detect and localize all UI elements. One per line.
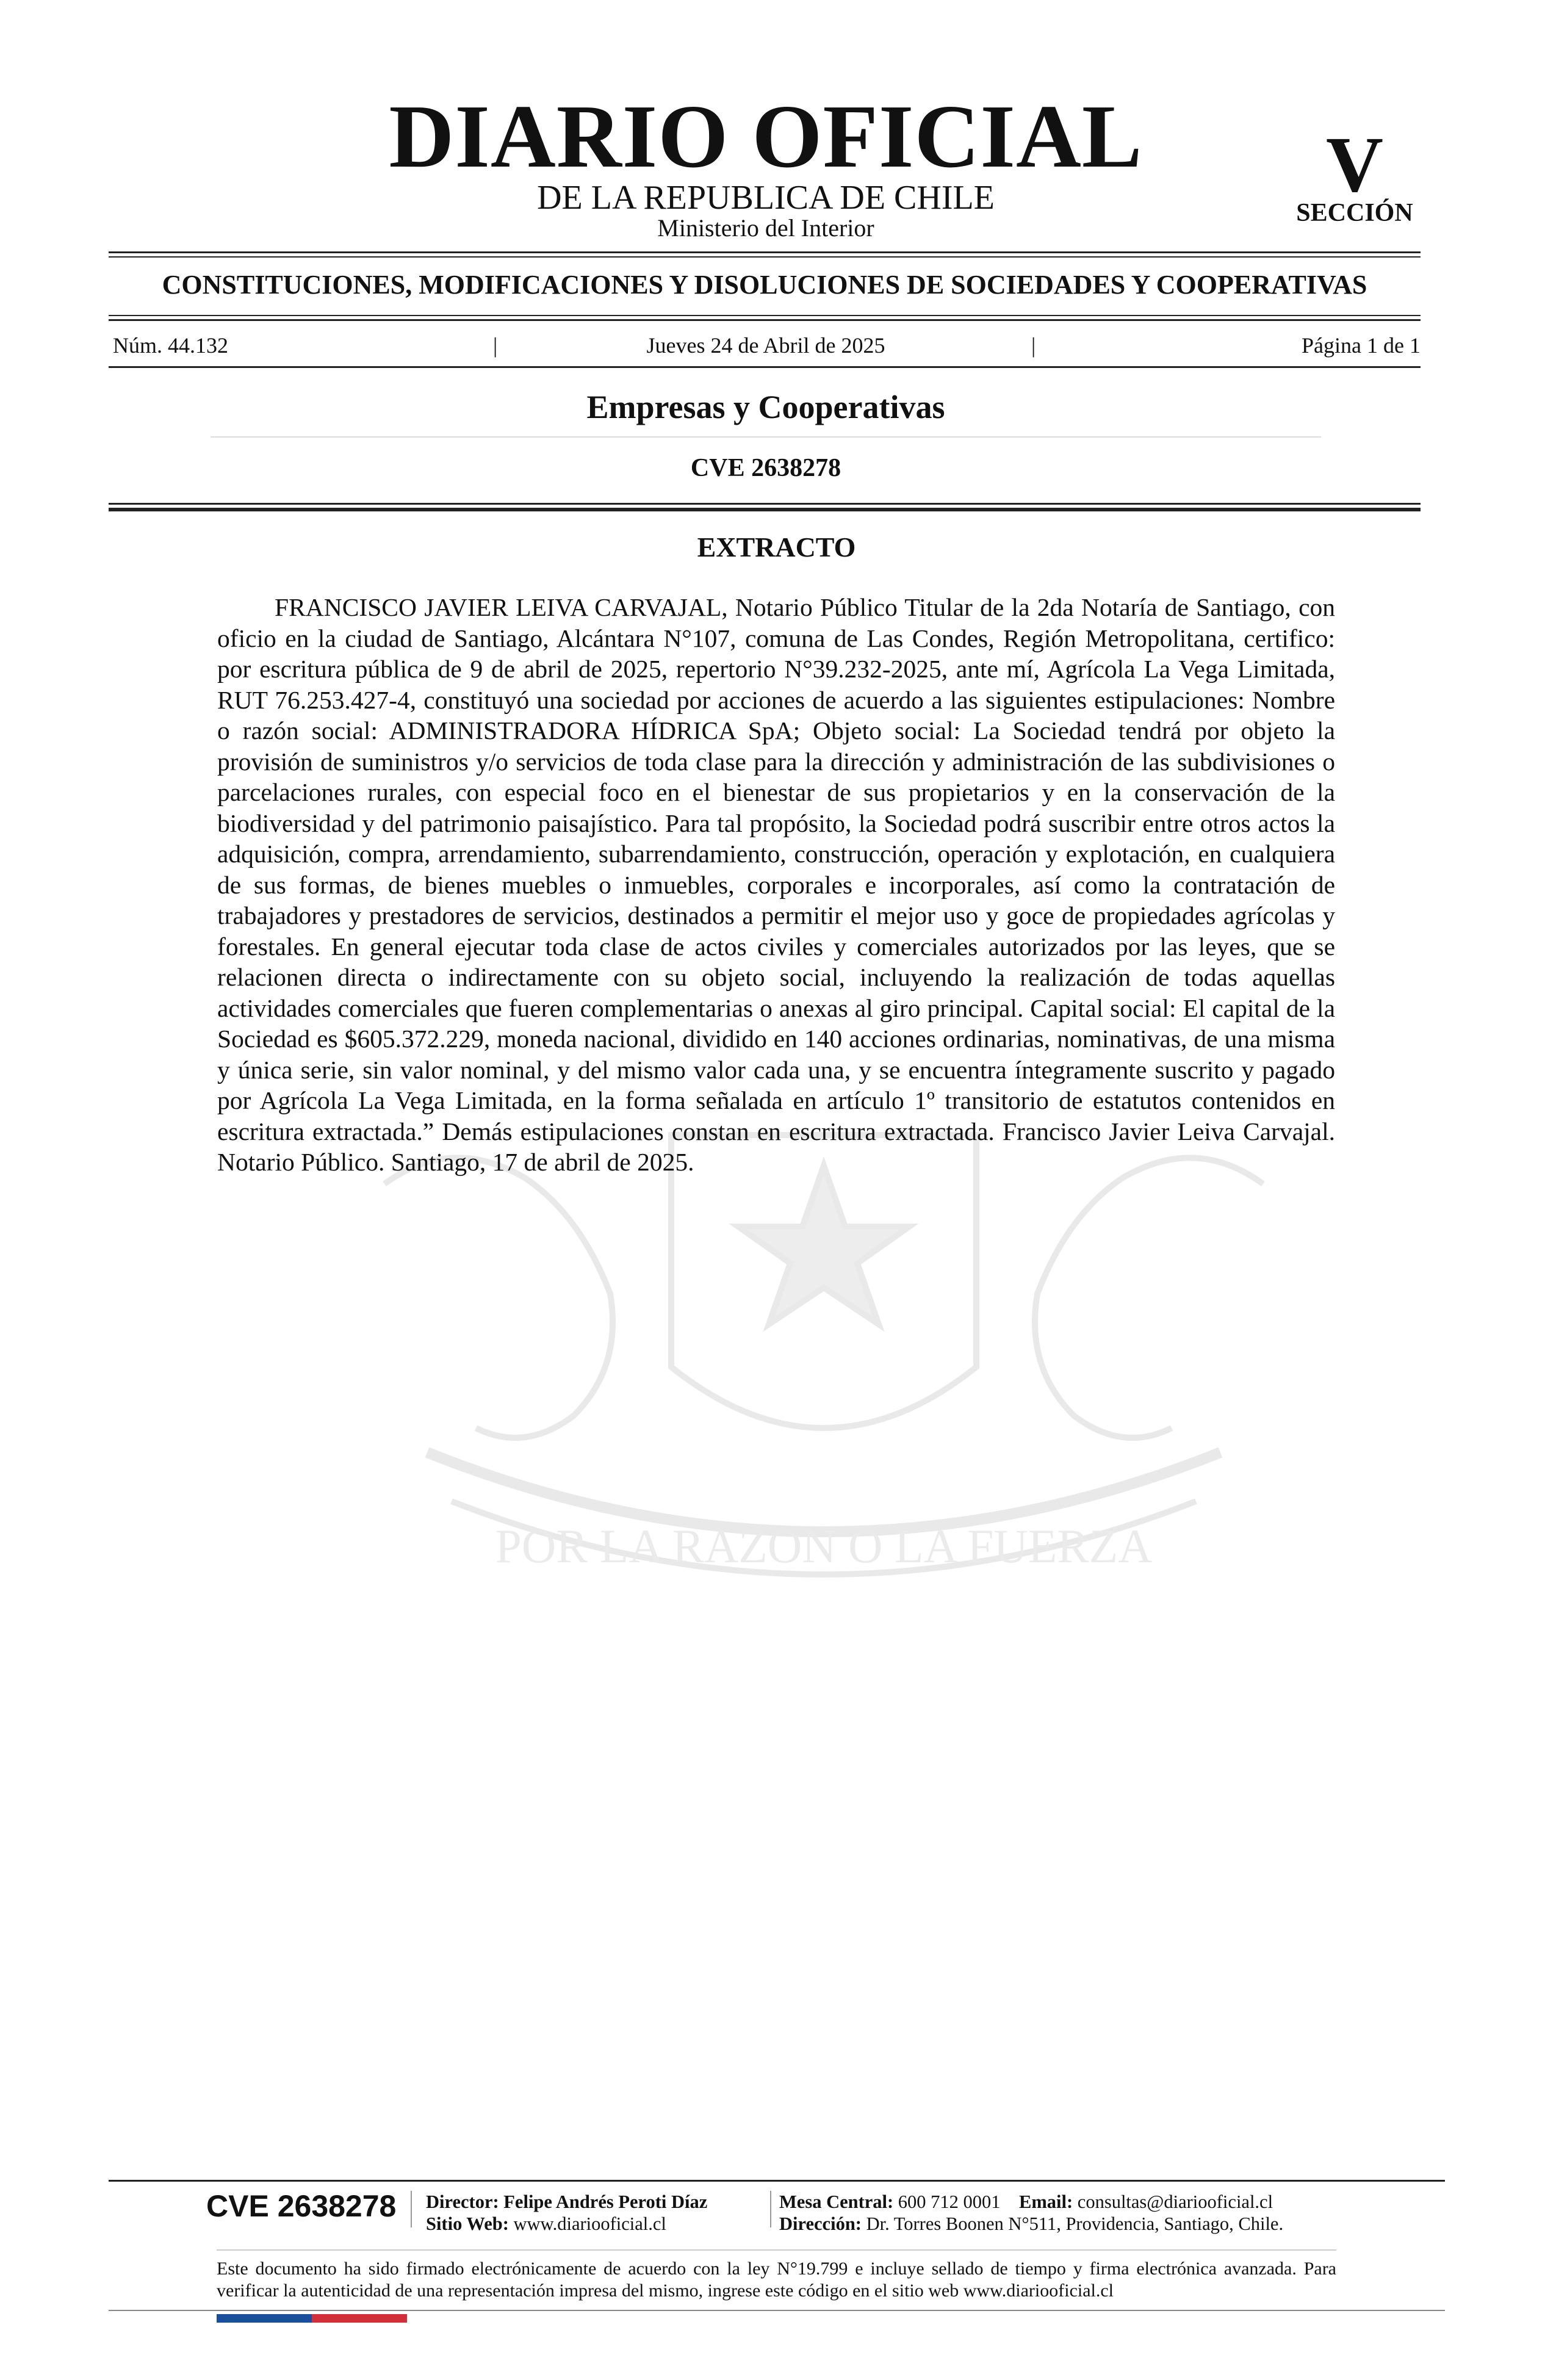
newspaper-subtitle: DE LA REPUBLICA DE CHILE xyxy=(537,179,995,217)
extract-body: FRANCISCO JAVIER LEIVA CARVAJAL, Notario Público Titular de la 2da Notaría de Santiago, con oficio en la ciudad de Santiago, Alcántara N°107, comuna de Las Condes, Región Metropolitana, certifico: por escritura pública de 9 de abril de 2025, repertorio N°39.232-2025, ante mí, Agrícola La Vega Limitada, RUT 76.253.427-4, constituyó una sociedad por acciones de acuerdo a las siguientes estipulaciones: Nombre o razón social: ADMINISTRADORA HÍDRICA SpA; Objeto social: La Sociedad tendrá por objeto la provisión de suministros y/o servicios de toda clase para la dirección y administración de las subdivisiones o parcelaciones rurales, con especial foco en el bienestar de sus propietarios y en la conservación de la biodiversidad y del patrimonio paisajístico. Para tal propósito, la Sociedad podrá suscribir entre otros actos la adquisición, compra, arrendamiento, subarrendamiento, construcción, operación y explotación, en cualquiera de sus formas, de bienes muebles o inmuebles, corporales e incorporales, así como la contratación de trabajadores y prestadores de servicios, destinados a permitir el mejor uso y goce de propiedades agrícolas y forestales. En general ejecutar toda clase de actos civiles y comerciales autorizados por las leyes, que se relacionen directa o indirectamente con su objeto social, incluyendo la realización de todas aquellas actividades comerciales que fueren complementarias o anexas al giro principal. Capital social: El capital de la Sociedad es $605.372.229, moneda nacional, dividido en 140 acciones ordinarias, nominativas, de una misma y única serie, sin valor nominal, y del mismo valor cada una, y se encuentra íntegramente suscrito y pagado por Agrícola La Vega Limitada, en la forma señalada en artículo 1º transitorio de estatutos contenidos en escritura extractada.” Demás estipulaciones constan en escritura extractada. Francisco Javier Leiva Carvajal. Notario Público. Santiago, 17 de abril de 2025. xyxy=(217,593,1335,1176)
extract-heading: EXTRACTO xyxy=(697,532,856,563)
director-label: Director: xyxy=(426,2191,499,2212)
footer-divider xyxy=(770,2191,771,2227)
footer-rule-bottom xyxy=(109,2310,1445,2311)
footer-separator xyxy=(217,2249,1336,2251)
cve-rule-top xyxy=(109,503,1421,505)
page-indicator: Página 1 de 1 xyxy=(1302,333,1421,358)
website-label: Sitio Web: xyxy=(426,2213,509,2234)
cve-rule-bottom xyxy=(109,508,1421,511)
footer-divider xyxy=(411,2191,412,2227)
masthead-rule xyxy=(109,251,1421,253)
section-banner: CONSTITUCIONES, MODIFICACIONES Y DISOLUCIONES DE SOCIEDADES Y COOPERATIVAS xyxy=(162,270,1367,300)
ministry-label: Ministerio del Interior xyxy=(657,214,874,242)
section-label: SECCIÓN xyxy=(1296,199,1413,227)
footer-editorial xyxy=(426,2191,707,2235)
coat-of-arms-watermark xyxy=(293,1111,1355,1660)
email-link[interactable]: consultas@diariooficial.cl xyxy=(1077,2191,1273,2212)
category-divider xyxy=(211,436,1321,438)
newspaper-title: DIARIO OFICIAL xyxy=(389,87,1143,187)
director-name: Felipe Andrés Peroti Díaz xyxy=(503,2191,708,2212)
footer-cve-code: CVE 2638278 xyxy=(206,2189,397,2223)
address-text: Dr. Torres Boonen N°511, Providencia, Santiago, Chile. xyxy=(866,2213,1284,2234)
phone-label: Mesa Central: xyxy=(779,2191,894,2212)
flag-stripe-blue xyxy=(217,2314,312,2323)
phone-number: 600 712 0001 xyxy=(898,2191,1001,2212)
issue-date: Jueves 24 de Abril de 2025 xyxy=(646,333,885,358)
footer-contact xyxy=(779,2191,1283,2235)
footer-rule xyxy=(109,2180,1445,2182)
website-link[interactable]: www.diariooficial.cl xyxy=(513,2213,666,2234)
watermark-motto: POR LA RAZON O LA FUERZA xyxy=(495,1520,1153,1573)
flag-stripe-red xyxy=(312,2314,407,2323)
signature-notice: Este documento ha sido firmado electrónicamente de acuerdo con la ley N°19.799 e incluye sellado de tiempo y firma electrónica avanzada. Para verificar la autenticidad de una representación impresa del mismo, ingrese este código en el sitio web www.diariooficial.cl xyxy=(217,2259,1336,2301)
issue-number: Núm. 44.132 xyxy=(113,333,228,358)
email-label: Email: xyxy=(1019,2191,1073,2212)
cve-code: CVE 2638278 xyxy=(690,454,841,482)
issue-rule xyxy=(109,366,1421,368)
issue-separator: | xyxy=(1031,333,1036,358)
issue-separator: | xyxy=(493,333,498,358)
category-title: Empresas y Cooperativas xyxy=(586,389,945,425)
banner-rule-top xyxy=(109,315,1421,316)
masthead-rule-thin xyxy=(109,256,1421,258)
banner-rule-bottom xyxy=(109,319,1421,321)
section-numeral: V xyxy=(1326,121,1383,209)
address-label: Dirección: xyxy=(779,2213,862,2234)
